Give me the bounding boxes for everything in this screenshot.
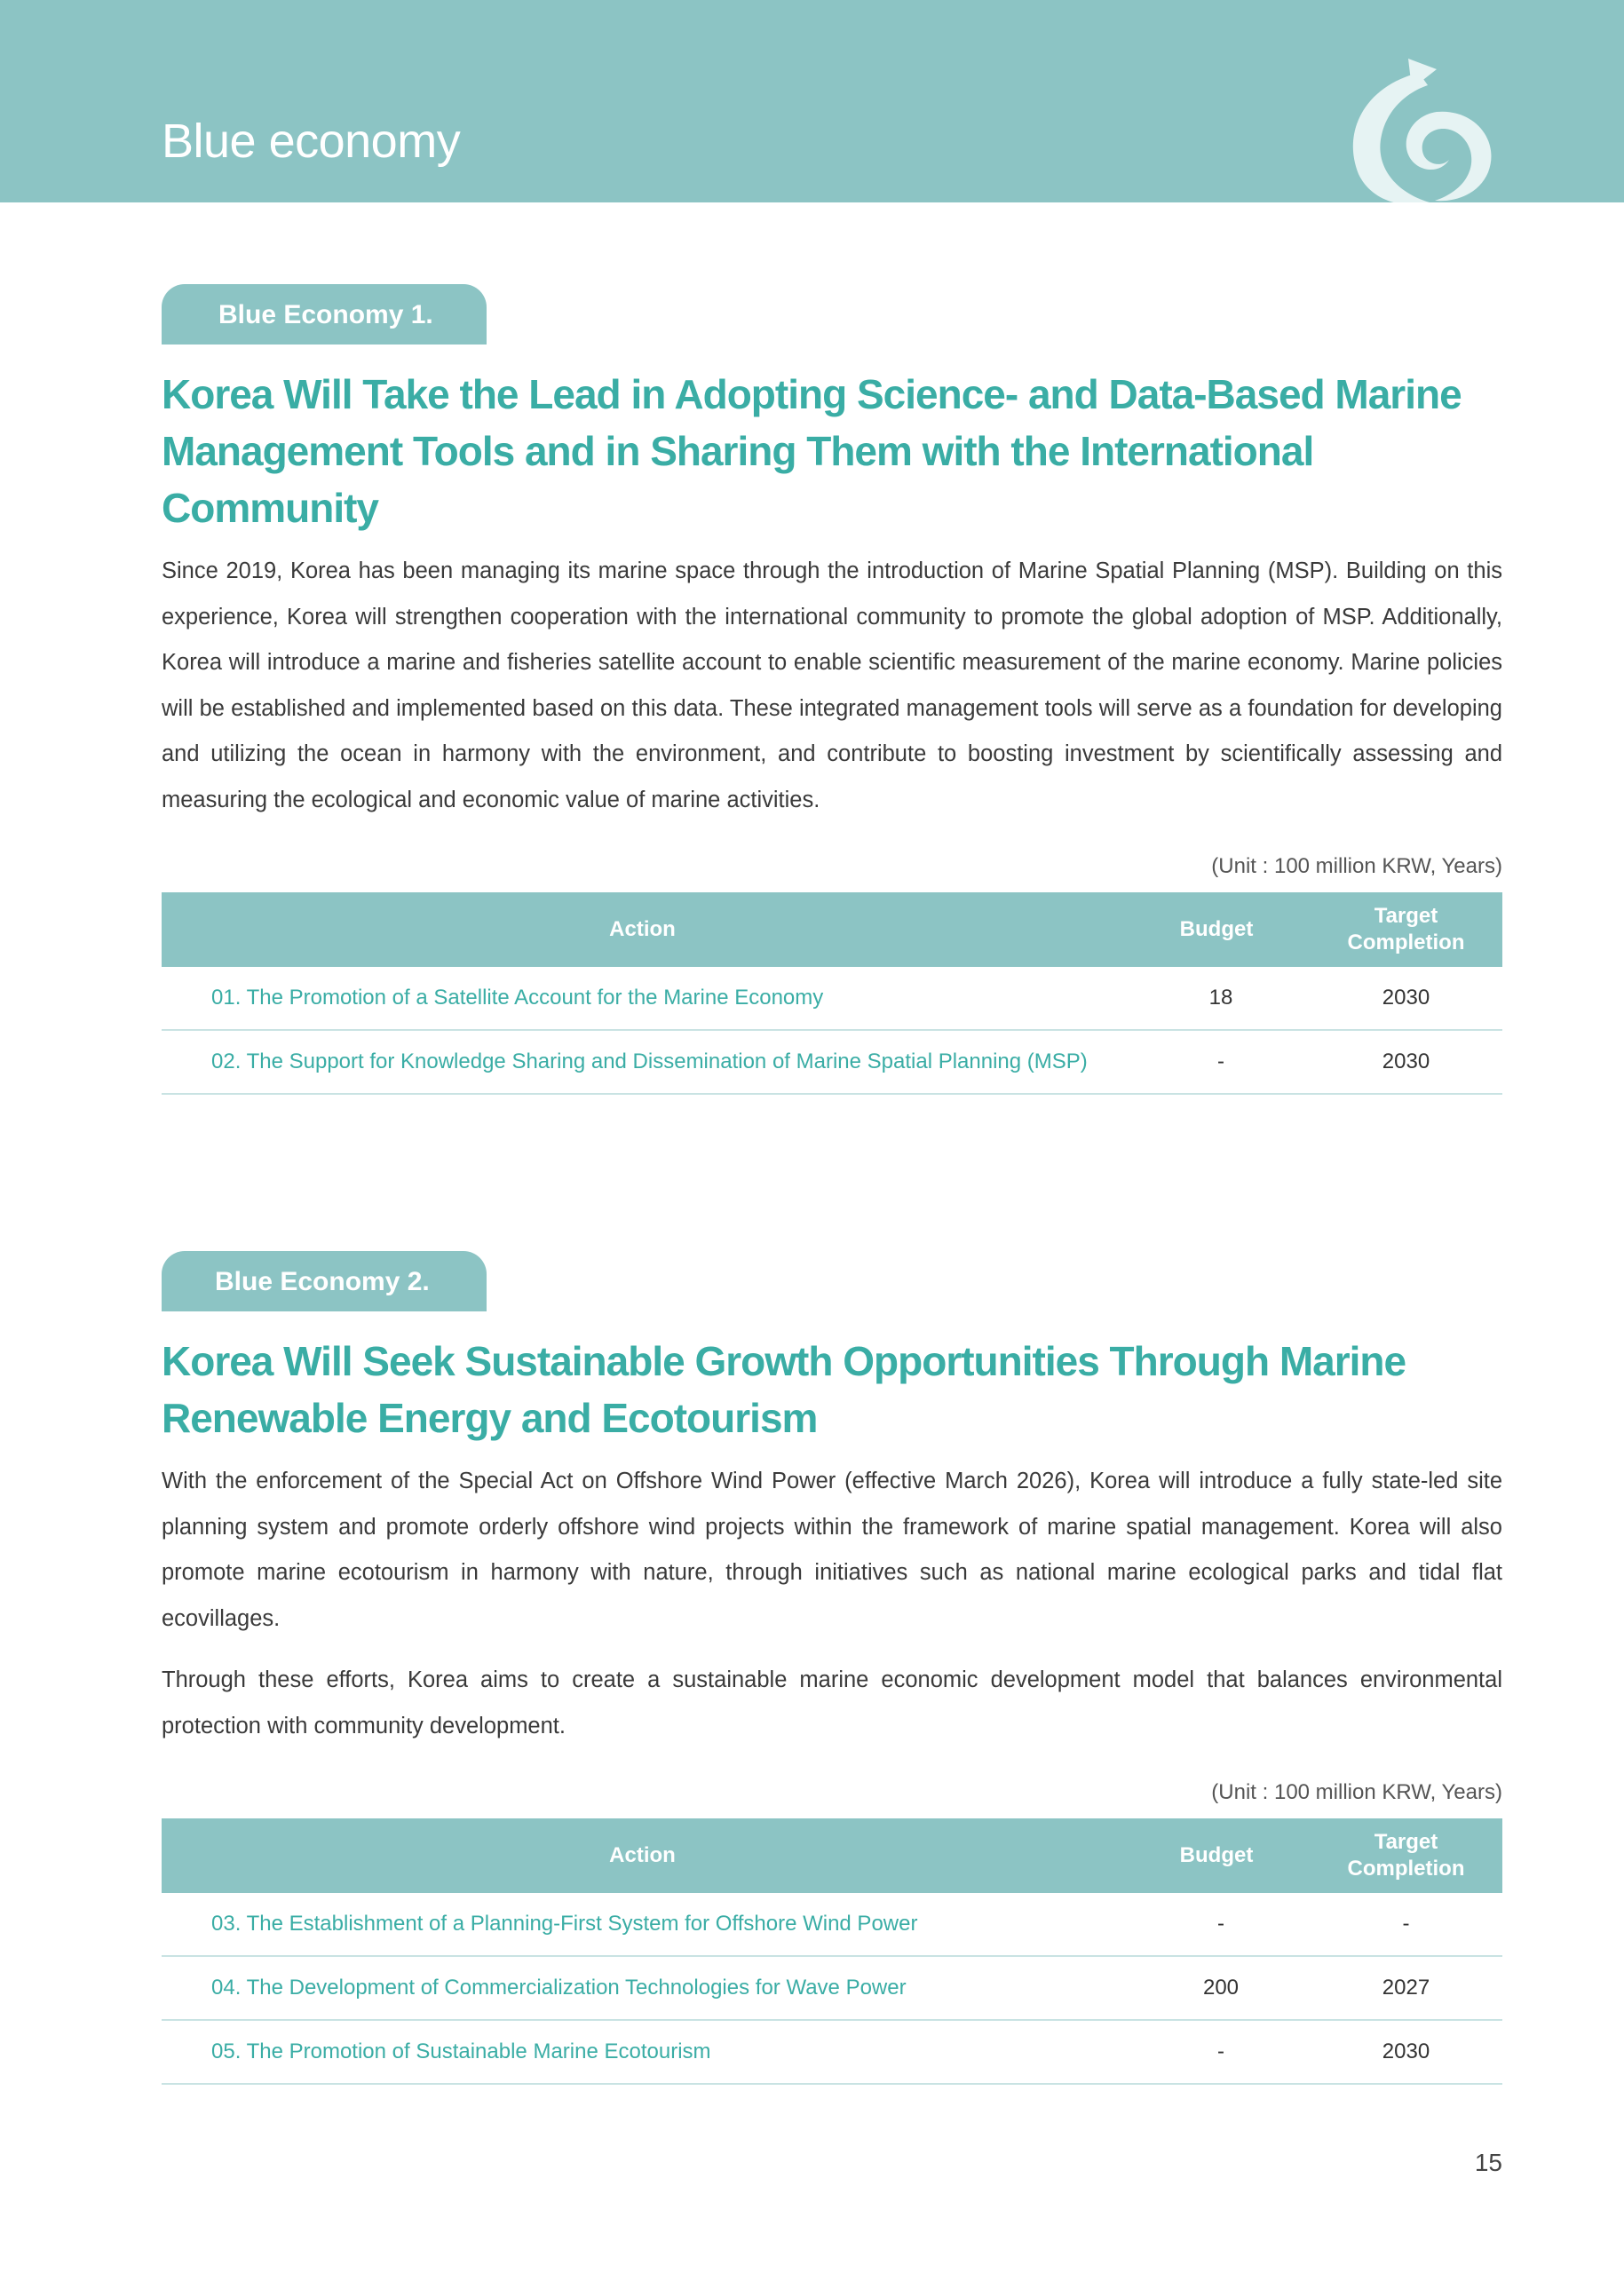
header-target-completion	[1310, 1818, 1502, 1893]
header-target-line: Target	[1374, 1830, 1438, 1854]
section-heading-line: Korea Will Take the Lead in Adopting Science- and Data-Based Marine	[162, 371, 1462, 417]
target-cell: 2030	[1310, 967, 1502, 1031]
action-cell: 01. The Promotion of a Satellite Account for the Marine Economy	[162, 967, 1123, 1031]
header-target-line: Completion	[1347, 1857, 1465, 1881]
table-row	[162, 2021, 1502, 2085]
header-target-line: Target	[1374, 904, 1438, 928]
table-row	[162, 967, 1502, 1031]
header-target-line: Completion	[1347, 931, 1465, 954]
budget-cell: 200	[1123, 1957, 1310, 2021]
budget-cell: -	[1123, 1031, 1310, 1095]
section-heading-line: Korea Will Seek Sustainable Growth Opportunities Through Marine	[162, 1338, 1406, 1384]
header-action: Action	[162, 892, 1123, 967]
table-header-row	[162, 1818, 1502, 1893]
target-cell: -	[1310, 1893, 1502, 1957]
section-paragraph: With the enforcement of the Special Act on Offshore Wind Power (effective March 2026), Korea will introduce a fully state-led site planning system and promote orderly offshore wind projects within the framework of marine spatial management. Korea will also promote marine ecotourism in harmony with nature, through initiatives such as national marine ecological parks and tidal flat ecovillages.	[162, 1469, 1502, 1631]
table-row	[162, 1957, 1502, 2021]
section-heading	[162, 1333, 1502, 1446]
action-cell: 04. The Development of Commercialization Technologies for Wave Power	[162, 1957, 1123, 2021]
header-budget: Budget	[1123, 1818, 1310, 1893]
section-heading-line: Renewable Energy and Ecotourism	[162, 1395, 818, 1441]
section-heading	[162, 366, 1502, 536]
target-cell: 2030	[1310, 1031, 1502, 1095]
table-header-row	[162, 892, 1502, 967]
page-header-title: Blue economy	[162, 115, 461, 168]
unit-note: (Unit : 100 million KRW, Years)	[1211, 854, 1502, 878]
header-budget: Budget	[1123, 892, 1310, 967]
action-cell: 02. The Support for Knowledge Sharing and Dissemination of Marine Spatial Planning (MSP)	[162, 1031, 1123, 1095]
budget-cell: -	[1123, 1893, 1310, 1957]
section-paragraph: Since 2019, Korea has been managing its marine space through the introduction of Marine Spatial Planning (MSP). Building on this experience, Korea will strengthen cooperation with the international community to promote the global adoption of MSP. Additionally, Korea will introduce a marine and fisheries satellite account to enable scientific measurement of the marine economy. Marine policies will be established and implemented based on this data. These integrated management tools will serve as a foundation for developing and utilizing the ocean in harmony with the environment, and contribute to boosting investment by scientifically assessing and measuring the ecological and economic value of marine activities.	[162, 558, 1502, 812]
section-heading-line: Management Tools and in Sharing Them with the International Community	[162, 428, 1314, 531]
target-cell: 2027	[1310, 1957, 1502, 2021]
section-blue-economy-1	[162, 284, 1502, 1095]
action-cell: 03. The Establishment of a Planning-First System for Offshore Wind Power	[162, 1893, 1123, 1957]
section-blue-economy-2	[162, 1251, 1502, 2085]
header-action: Action	[162, 1818, 1123, 1893]
target-cell: 2030	[1310, 2021, 1502, 2085]
table-row	[162, 1031, 1502, 1095]
table-row	[162, 1893, 1502, 1957]
section-tag: Blue Economy 1.	[162, 284, 487, 345]
page-header	[0, 0, 1624, 202]
unit-note: (Unit : 100 million KRW, Years)	[1211, 1780, 1502, 1804]
header-target-completion	[1310, 892, 1502, 967]
page-number: 15	[1474, 2149, 1502, 2176]
action-table	[162, 1818, 1502, 2085]
blue-economy-logo-icon	[1332, 59, 1501, 202]
budget-cell: 18	[1123, 967, 1310, 1031]
budget-cell: -	[1123, 2021, 1310, 2085]
action-cell: 05. The Promotion of Sustainable Marine Ecotourism	[162, 2021, 1123, 2085]
action-table	[162, 892, 1502, 1095]
section-paragraph: Through these efforts, Korea aims to create a sustainable marine economic development model that balances environmental protection with community development.	[162, 1667, 1502, 1738]
section-tag: Blue Economy 2.	[162, 1251, 487, 1311]
